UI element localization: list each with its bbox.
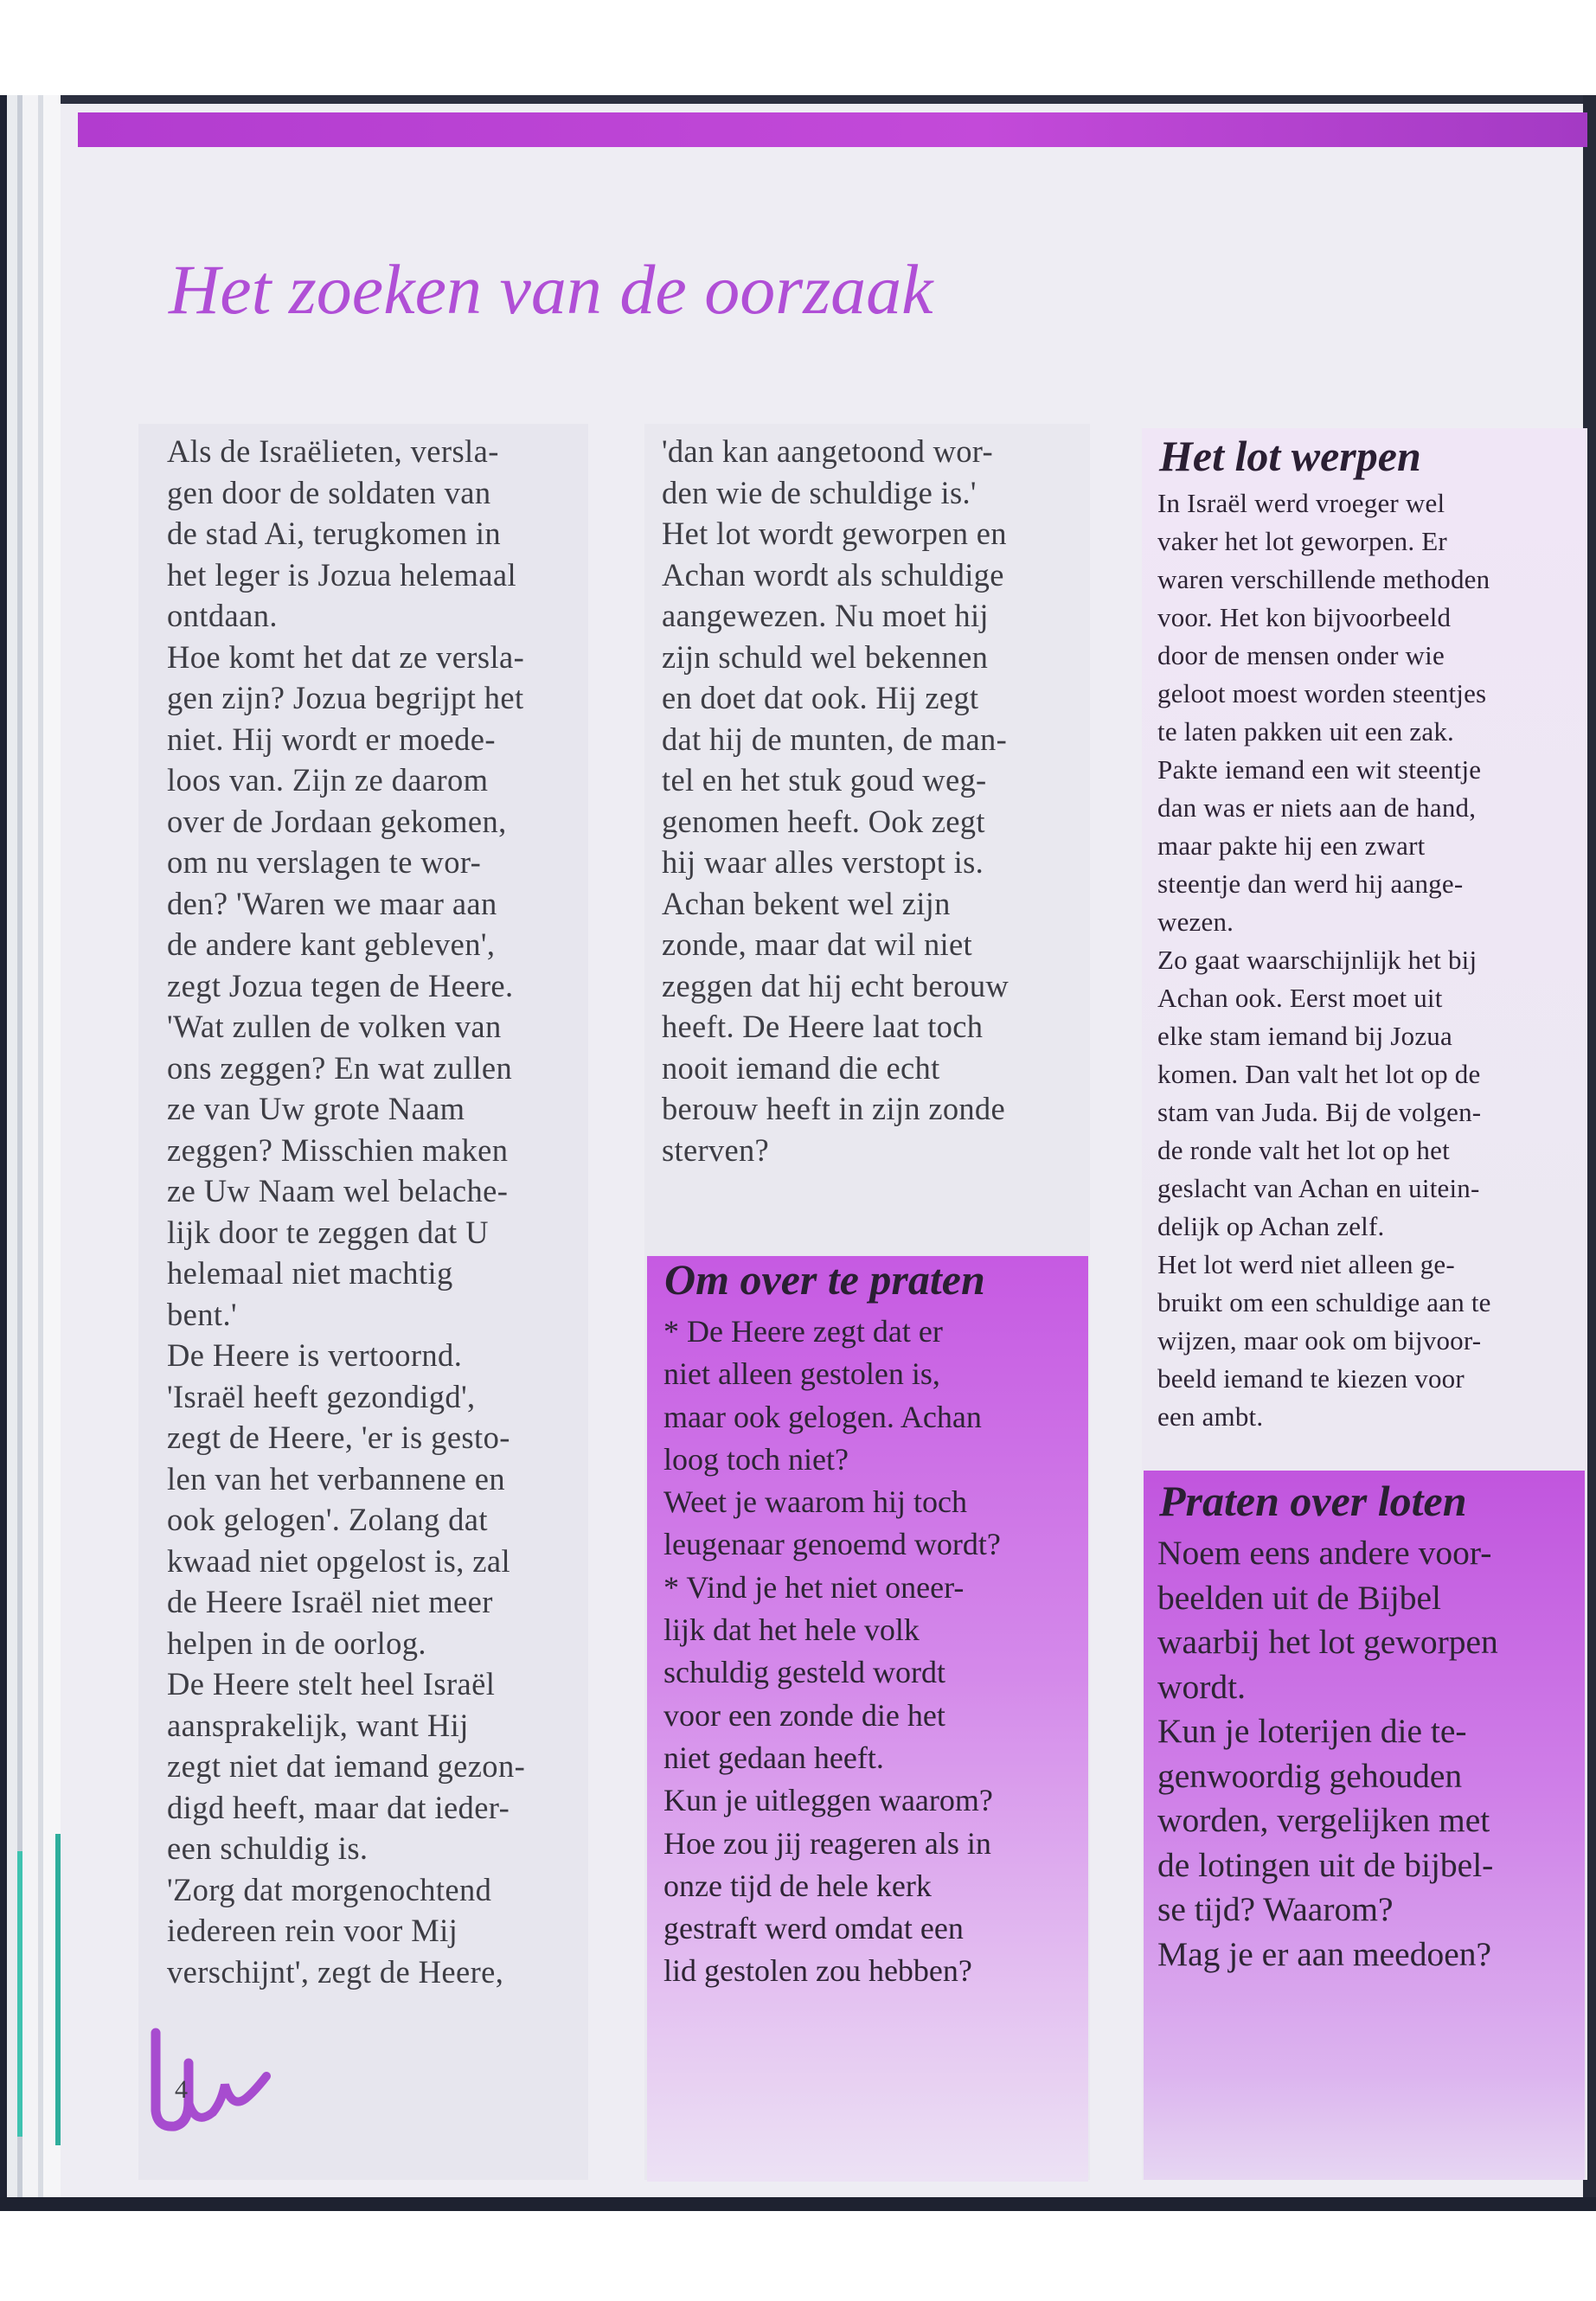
page-number: 4 bbox=[175, 2075, 188, 2104]
body-text-column-2: 'dan kan aangetoond wor- den wie de schuldige is.' Het lot wordt geworpen en Achan wordt als schuldige aangewezen. Nu moet hij zijn schuld wel bekennen en doet dat ook. Hij zegt dat hij de munten, de man- tel en het stuk goud weg- genomen heeft. Ook zegt hij waar alles verstopt is. Achan bekent wel zijn zonde, maar dat wil niet zeggen dat hij echt berouw heeft. De Heere laat toch nooit iemand die echt berouw heeft in zijn zonde sterven? bbox=[662, 433, 1010, 1168]
box-heading-om-over-te-praten: Om over te praten bbox=[664, 1255, 985, 1304]
header-color-bar bbox=[78, 112, 1587, 147]
body-text-column-1: Als de Israëlieten, versla- gen door de soldaten van de stad Ai, terugkomen in het leger is Jozua helemaal ontdaan. Hoe komt het dat ze versla- gen zijn? Jozua begrijpt het niet. Hij wordt er moede- loos van. Zijn ze daarom over de Jordaan gekomen, om nu verslagen te wor- den? 'Waren we maar aan de andere kant gebleven', zegt Jozua tegen de Heere. 'Wat zullen de volken van ons zeggen? En wat zullen ze van Uw grote Naam zeggen? Misschien maken ze Uw Naam wel belache- lijk door te zeggen dat U helemaal niet machtig bent.' De Heere is vertoornd. 'Israël heeft gezondigd', zegt de Heere, 'er is gesto- len van het verbannene en ook gelogen'. Zolang dat kwaad niet opgelost is, zal de Heere Israël niet meer helpen in de oorlog. De Heere stelt heel Israël aansprakelijk, want Hij zegt niet dat iemand gezon- digd heeft, maar dat ieder- een schuldig is. 'Zorg dat morgenochtend iedereen rein voor Mij verschijnt', zegt de Heere, bbox=[167, 433, 526, 1990]
page-number-logo-icon bbox=[138, 2016, 277, 2145]
page-title: Het zoeken van de oorzaak bbox=[169, 250, 933, 329]
box-heading-praten-over-loten: Praten over loten bbox=[1159, 1477, 1467, 1525]
scan-edge-bottom bbox=[0, 2197, 1596, 2211]
box-text-om-over-te-praten: * De Heere zegt dat er niet alleen gestolen is, maar ook gelogen. Achan loog toch niet? Weet je waarom hij toch leugenaar genoemd wordt? * Vind je het niet oneer- lijk dat het hele volk schuldig gesteld wordt voor een zonde die het niet gedaan heeft. Kun je uitleggen waarom? Hoe zou jij reageren als in onze tijd de hele kerk gestraft werd omdat een lid gestolen zou hebben? bbox=[663, 1314, 1001, 1989]
sidebar-heading-het-lot-werpen: Het lot werpen bbox=[1159, 432, 1421, 480]
spine-stripe-decoration bbox=[10, 1817, 62, 2180]
scan-edge-top bbox=[0, 95, 1596, 104]
sidebar-text-het-lot-werpen: In Israël werd vroeger wel vaker het lot geworpen. Er waren verschillende methoden voor. Het kon bijvoorbeeld door de mensen onder wie geloot moest worden steentjes te laten pakken uit een zak. Pakte iemand een wit steentje dan was er niets aan de hand, maar pakte hij een zwart steentje dan werd hij aange- wezen. Zo gaat waarschijnlijk het bij Achan ook. Eerst moet uit elke stam iemand bij Jozua komen. Dan valt het lot op de stam van Juda. Bij de volgen- de ronde valt het lot op het geslacht van Achan en uitein- delijk op Achan zelf. Het lot werd niet alleen ge- bruikt om een schuldige aan te wijzen, maar ook om bijvoor- beeld iemand te kiezen voor een ambt. bbox=[1157, 488, 1491, 1432]
box-text-praten-over-loten: Noem eens andere voor- beelden uit de Bijbel waarbij het lot geworpen wordt. Kun je loterijen die te- genwoordig gehouden worden, vergelijken met de lotingen uit de bijbel- se tijd? Waarom? Mag je er aan meedoen? bbox=[1157, 1534, 1498, 1973]
